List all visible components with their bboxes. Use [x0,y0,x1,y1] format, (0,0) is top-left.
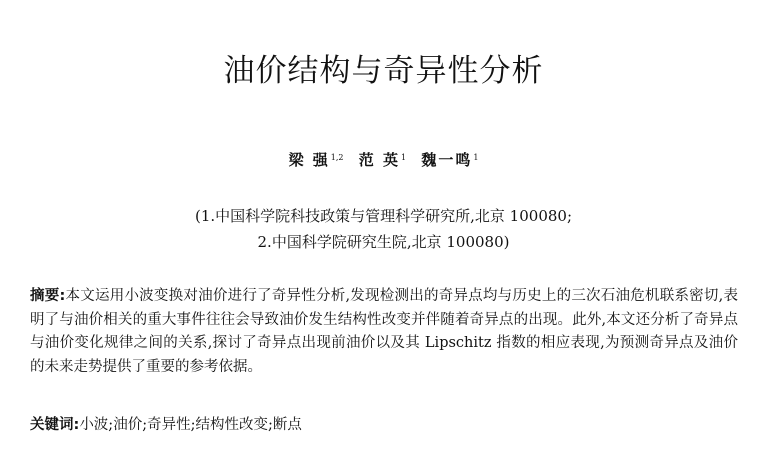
abstract-label: 摘要: [30,288,66,304]
paper-title: 油价结构与奇异性分析 [223,52,544,89]
affiliation-line: (1.中国科学院科技政策与管理科学研究所,北京 100080; [194,207,573,225]
keywords [30,414,738,438]
author-affiliation-mark: 1 [401,153,407,162]
author-1 [289,150,344,170]
keywords-text: 小波;油价;奇异性;结构性改变;断点 [79,417,302,433]
author-affiliation-mark: 1,2 [330,153,344,162]
author-name: 范 英 [358,151,400,169]
abstract [30,285,738,379]
author-affiliation-mark: 1 [473,153,479,162]
author-name: 梁 强 [288,151,330,169]
affiliation-line: 2.中国科学院研究生院,北京 100080) [257,233,510,251]
author-name: 魏一鸣 [421,151,473,169]
author-2 [359,150,406,170]
author-list [0,150,767,170]
affiliations [0,203,767,255]
author-3 [421,150,478,170]
abstract-text: 本文运用小波变换对油价进行了奇异性分析,发现检测出的奇异点均与历史上的三次石油危机联系密切,表明了与油价相关的重大事件往往会导致油价发生结构性改变并伴随着奇异点的出现。此外,本文还分析了奇异点与油价变化规律之间的关系,探讨了奇异点出现前油价以及其 Lipschitz 指数的相应表现,为预测奇异点及油价的未来走势提供了重要的参考依据。 [30,288,738,375]
keywords-label: 关键词: [30,417,80,433]
